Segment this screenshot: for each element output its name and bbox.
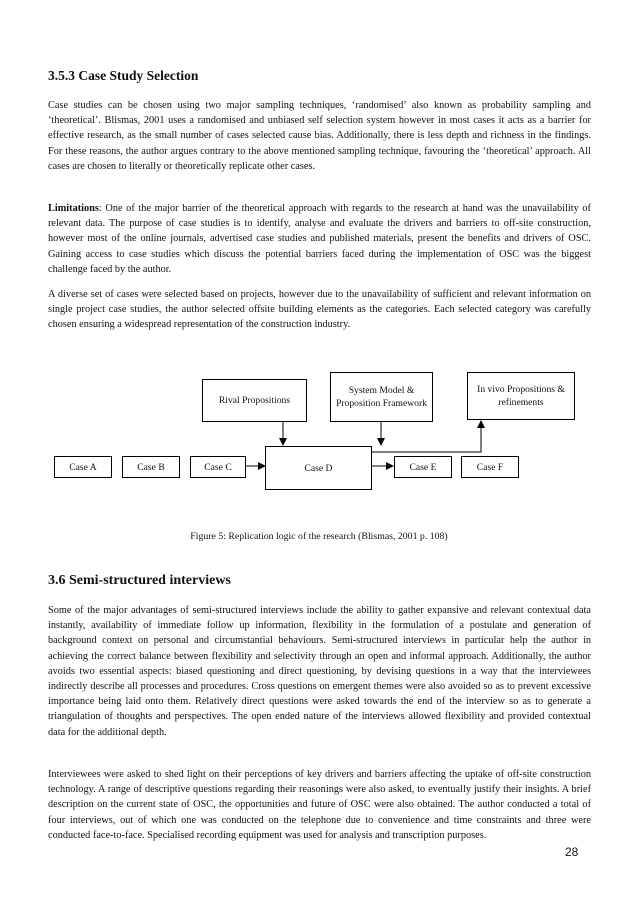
box-in-vivo-propositions: In vivo Propositions & refinements [467, 372, 575, 420]
paragraph-sampling-techniques: Case studies can be chosen using two major sampling techniques, ‘randomised’ also known as probability sampling and ‘theoretical’. Blismas, 2001 uses a randomised and unbiased self selection system however in most cases it acts as a barrier for effective research, as the small number of cases selected cause bias. Additionally, there is less depth and richness in the findings. For these reasons, the author argues contrary to the above mentioned sampling technique, favouring the ‘theoretical’ approach. All cases are chosen to literally or theoretically replicate other cases. [48, 100, 591, 172]
paragraph-interview-process: Interviewees were asked to shed light on their perceptions of key drivers and barriers affecting the uptake of off-site construction technology. A range of descriptive questions regarding their reasonings were also asked, to eventually justify their insights. A brief description on the current state of OSC, the opportunities and future of OSC were also obtained. The author conducted a total of four interviews, out of which one was conducted on the telephone due to convenience and time constraints and three were conducted face-to-face. Specialised recording equipment was used for analysis and transcription purposes. [48, 769, 591, 841]
page-number: 28 [565, 845, 579, 859]
box-case-b: Case B [122, 456, 180, 478]
limitations-text: : One of the major barrier of the theoretical approach with regards to the research at hand was the unavailability of relevant data. The purpose of case studies is to identify, analyse and evaluate the drivers and barriers to off-site construction, however most of the online journals, advertised case studies and published materials, present the benefits and drivers of OSC. Gaining access to case studies which discuss the potential barriers faced during the implementation of OSC was the biggest challenge faced by the author. [48, 203, 591, 275]
figure-caption: Figure 5: Replication logic of the research (Blismas, 2001 p. 108) [190, 531, 448, 542]
section-heading-case-study-selection: 3.5.3 Case Study Selection [48, 68, 199, 83]
paragraph-interview-advantages: Some of the major advantages of semi-structured interviews include the ability to gather expansive and relevant contextual data instantly, availability of immediate follow up information, flexibility in the formulation of a postulate and generation of background context on personal and circumstantial behaviours. Semi-structured interviews in particular help the author in achieving the correct balance between flexibility and selectivity through an open and informal approach. Additionally, the author avoids two essential aspects: biased questioning and direct questioning, by devising questions in a way that the interviewees indirectly describe all processes and procedures. Cross questions on emergent themes were also avoided so as to prevent excessive importance being laid onto them. Relatively direct questions were asked towards the end of the interview so as to generate a triangulation of thoughts and perspectives. The open ended nature of the interviews allowed flexibility and provided contextual data for the additional depth. [48, 605, 591, 738]
box-case-e: Case E [394, 456, 452, 478]
box-case-c: Case C [190, 456, 246, 478]
box-system-model: System Model & Proposition Framework [330, 372, 433, 422]
box-case-f: Case F [461, 456, 519, 478]
section-heading-semi-structured-interviews: 3.6 Semi-structured interviews [48, 573, 231, 588]
paragraph-case-selection: A diverse set of cases were selected based on projects, however due to the unavailability of sufficient and relevant information on single project case studies, the author selected offsite building elements as the categories. Each selected category was carefully chosen ensuring a widespread representation of the construction industry. [48, 289, 591, 331]
arrow-case-d-to-in-vivo [372, 421, 481, 452]
box-rival-propositions: Rival Propositions [202, 379, 307, 422]
limitations-label: Limitations [48, 203, 99, 214]
box-case-d: Case D [265, 446, 372, 490]
box-case-a: Case A [54, 456, 112, 478]
